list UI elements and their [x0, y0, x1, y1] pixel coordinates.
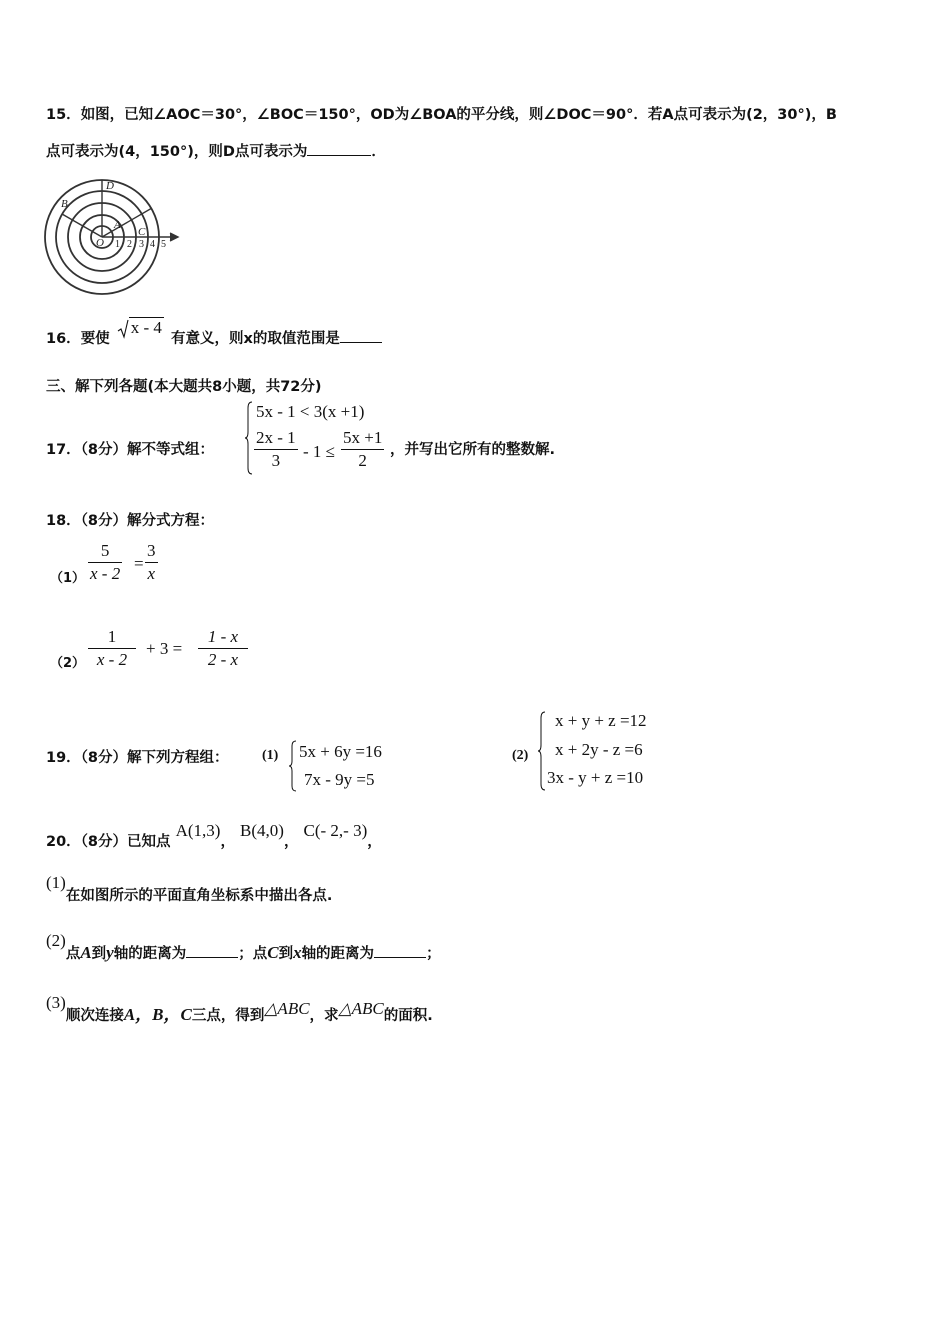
q19-title: 解下列方程组： — [127, 750, 229, 766]
q18-p1-lden: x - 2 — [90, 564, 121, 583]
q20-sub2-f: 轴的距离为 — [301, 946, 375, 962]
q18-score: （8分） — [80, 513, 128, 529]
label-o: O — [96, 237, 104, 249]
q17-prefix: 解不等式组： — [127, 442, 215, 458]
q20-sub3-a: 顺次连接 — [65, 1008, 124, 1024]
label-a: A — [114, 219, 121, 231]
q15-number: 15． — [46, 107, 81, 123]
q16 — [46, 318, 382, 349]
tick-1: 1 — [115, 239, 120, 250]
polar-axis-arrow-icon — [170, 233, 178, 241]
q17-frac2 — [341, 428, 384, 471]
q18-title: 解分式方程： — [127, 513, 215, 529]
q20-sub2-d: ；点 — [238, 946, 268, 962]
q16-answer-blank[interactable] — [340, 342, 382, 343]
q19-p2-eq3: 3x - y + z =10 — [547, 768, 644, 787]
q17-frac1 — [254, 428, 298, 471]
q20-sub3-b: 三点，得到 — [191, 1008, 265, 1024]
q20-comma-2: ， — [283, 834, 299, 850]
q20-end-comma: ， — [367, 834, 382, 850]
q17-line1: 5x - 1 < 3(x +1) — [256, 402, 365, 421]
label-b: B — [61, 198, 68, 210]
q20-comma-1: ， — [220, 834, 235, 850]
q18-p2-rden: 2 - x — [207, 650, 239, 669]
q15-line1 — [46, 103, 837, 124]
q17-suffix: ，并写出它所有的整数解. — [390, 442, 556, 458]
q20-sub2-g: ； — [426, 946, 441, 962]
q18-p2-lfrac — [88, 627, 136, 670]
q15-text-a: 如图，已知∠AOC＝30°，∠BOC＝150°，OD为∠BOA的平分线，则∠DOC＝90°．若A点可表示为(2，30°)，B — [80, 107, 837, 123]
tick-2: 2 — [127, 239, 132, 250]
q18-p1-lnum: 5 — [100, 541, 110, 560]
label-c: C — [138, 226, 146, 238]
q20-sub3-label: (3) — [46, 993, 66, 1012]
q16-sqrt — [117, 318, 164, 339]
q20-sub3 — [46, 993, 433, 1024]
fraction-bar — [198, 648, 248, 649]
radical-sign-icon — [117, 319, 129, 339]
q20-sub2-point-c: C — [267, 943, 279, 962]
q18-number: 18． — [46, 513, 81, 529]
q19-label — [46, 746, 229, 767]
q18-p1-rfrac — [145, 541, 158, 584]
q20-sub3-text — [65, 999, 433, 1024]
q19-p1-eq1: 5x + 6y =16 — [299, 742, 382, 761]
q19-p2-eq2: x + 2y - z =6 — [555, 740, 643, 759]
q20-sub1 — [46, 873, 333, 904]
q18-p1-label: （1） — [50, 571, 86, 586]
q20-sub3-d: 的面积. — [383, 1008, 433, 1024]
q17-mid: - 1 ≤ — [303, 442, 335, 461]
q19-p1-label: (1) — [262, 748, 279, 763]
q18-p1-lfrac — [88, 541, 122, 584]
q16-number: 16． — [46, 331, 81, 347]
q18-label — [46, 509, 214, 530]
tick-3: 3 — [139, 239, 144, 250]
q18-p2-lnum: 1 — [107, 627, 117, 646]
q18-p2-rnum: 1 - x — [207, 627, 239, 646]
q18-p2-label: （2） — [50, 656, 86, 671]
q19-p2-eq1: x + y + z =12 — [555, 711, 647, 730]
q15-answer-blank[interactable] — [307, 155, 371, 156]
q20-blank-2[interactable] — [374, 957, 426, 958]
q19-p1-brace-icon — [288, 739, 298, 793]
q15-polar-figure — [40, 176, 186, 300]
q17-brace-icon — [244, 400, 254, 476]
tick-4: 4 — [150, 239, 155, 250]
q17-label — [46, 438, 214, 459]
q19-p2-brace-icon — [537, 710, 547, 792]
q16-radicand: x - 4 — [130, 318, 162, 337]
q20-sub3-points: A，B，C — [123, 1005, 192, 1024]
q16-suffix: 有意义，则x的取值范围是 — [170, 331, 340, 347]
q20-point-c: C(- 2,- 3) — [303, 821, 368, 840]
q15-end: ． — [371, 144, 386, 160]
q15-text-b: 点可表示为(4，150°)，则D点可表示为 — [46, 144, 308, 160]
q17-frac2-num: 5x +1 — [343, 428, 383, 447]
q20-sub2 — [46, 931, 441, 962]
fraction-bar — [254, 449, 298, 450]
q20-sub2-y: y — [106, 943, 114, 962]
q17-number: 17． — [46, 442, 81, 458]
q20-prefix: 已知点 — [127, 834, 171, 850]
q20-sub2-a: 点 — [65, 946, 81, 962]
q15-line2 — [46, 140, 386, 161]
tick-5: 5 — [161, 239, 166, 250]
q20-point-a: A(1,3) — [175, 821, 221, 840]
q19-number: 19． — [46, 750, 81, 766]
q20-sub2-b: 到 — [91, 946, 107, 962]
q20-number: 20． — [46, 834, 81, 850]
q18-p1-eq: = — [134, 554, 144, 573]
q17-frac2-den: 2 — [358, 451, 367, 470]
q20-sub2-c: 轴的距离为 — [113, 946, 187, 962]
q18-p1-rnum: 3 — [147, 541, 156, 560]
q19-p2-label: (2) — [512, 748, 529, 763]
section3-title: 三、解下列各题(本大题共8小题，共72分) — [46, 379, 322, 395]
q20-score: （8分） — [80, 834, 128, 850]
fraction-bar — [88, 562, 122, 563]
fraction-bar — [145, 562, 158, 563]
q18-p2-mid: + 3 = — [146, 639, 183, 658]
q18-p2-lden: x - 2 — [96, 650, 128, 669]
q19-score: （8分） — [80, 750, 128, 766]
q20-sub2-x: x — [293, 943, 302, 962]
q18-p1-rden: x — [147, 564, 156, 583]
q20-sub1-text: 在如图所示的平面直角坐标系中描出各点. — [65, 888, 333, 904]
q20-blank-1[interactable] — [186, 957, 238, 958]
fraction-bar — [88, 648, 136, 649]
q20-sub3-c: ，求 — [309, 1008, 339, 1024]
q20-line — [46, 821, 382, 851]
q20-sub2-e: 到 — [278, 946, 294, 962]
q20-sub2-label: (2) — [46, 931, 66, 950]
q17-frac1-num: 2x - 1 — [256, 428, 296, 447]
q20-sub3-triangle-1: △ABC — [264, 999, 310, 1018]
q20-sub1-label: (1) — [46, 873, 66, 892]
q19-p1-eq2: 7x - 9y =5 — [304, 770, 375, 789]
q17-score: （8分） — [80, 442, 128, 458]
q20-sub3-triangle-2: △ABC — [338, 999, 384, 1018]
q18-p2-rfrac — [198, 627, 248, 670]
label-d: D — [106, 180, 114, 192]
fraction-bar — [341, 449, 384, 450]
q16-prefix: 要使 — [80, 331, 110, 347]
q20-sub2-point-a: A — [80, 943, 92, 962]
q20-point-b: B(4,0) — [240, 821, 284, 840]
q17-frac1-den: 3 — [271, 451, 281, 470]
q20-sub2-text — [65, 943, 441, 962]
